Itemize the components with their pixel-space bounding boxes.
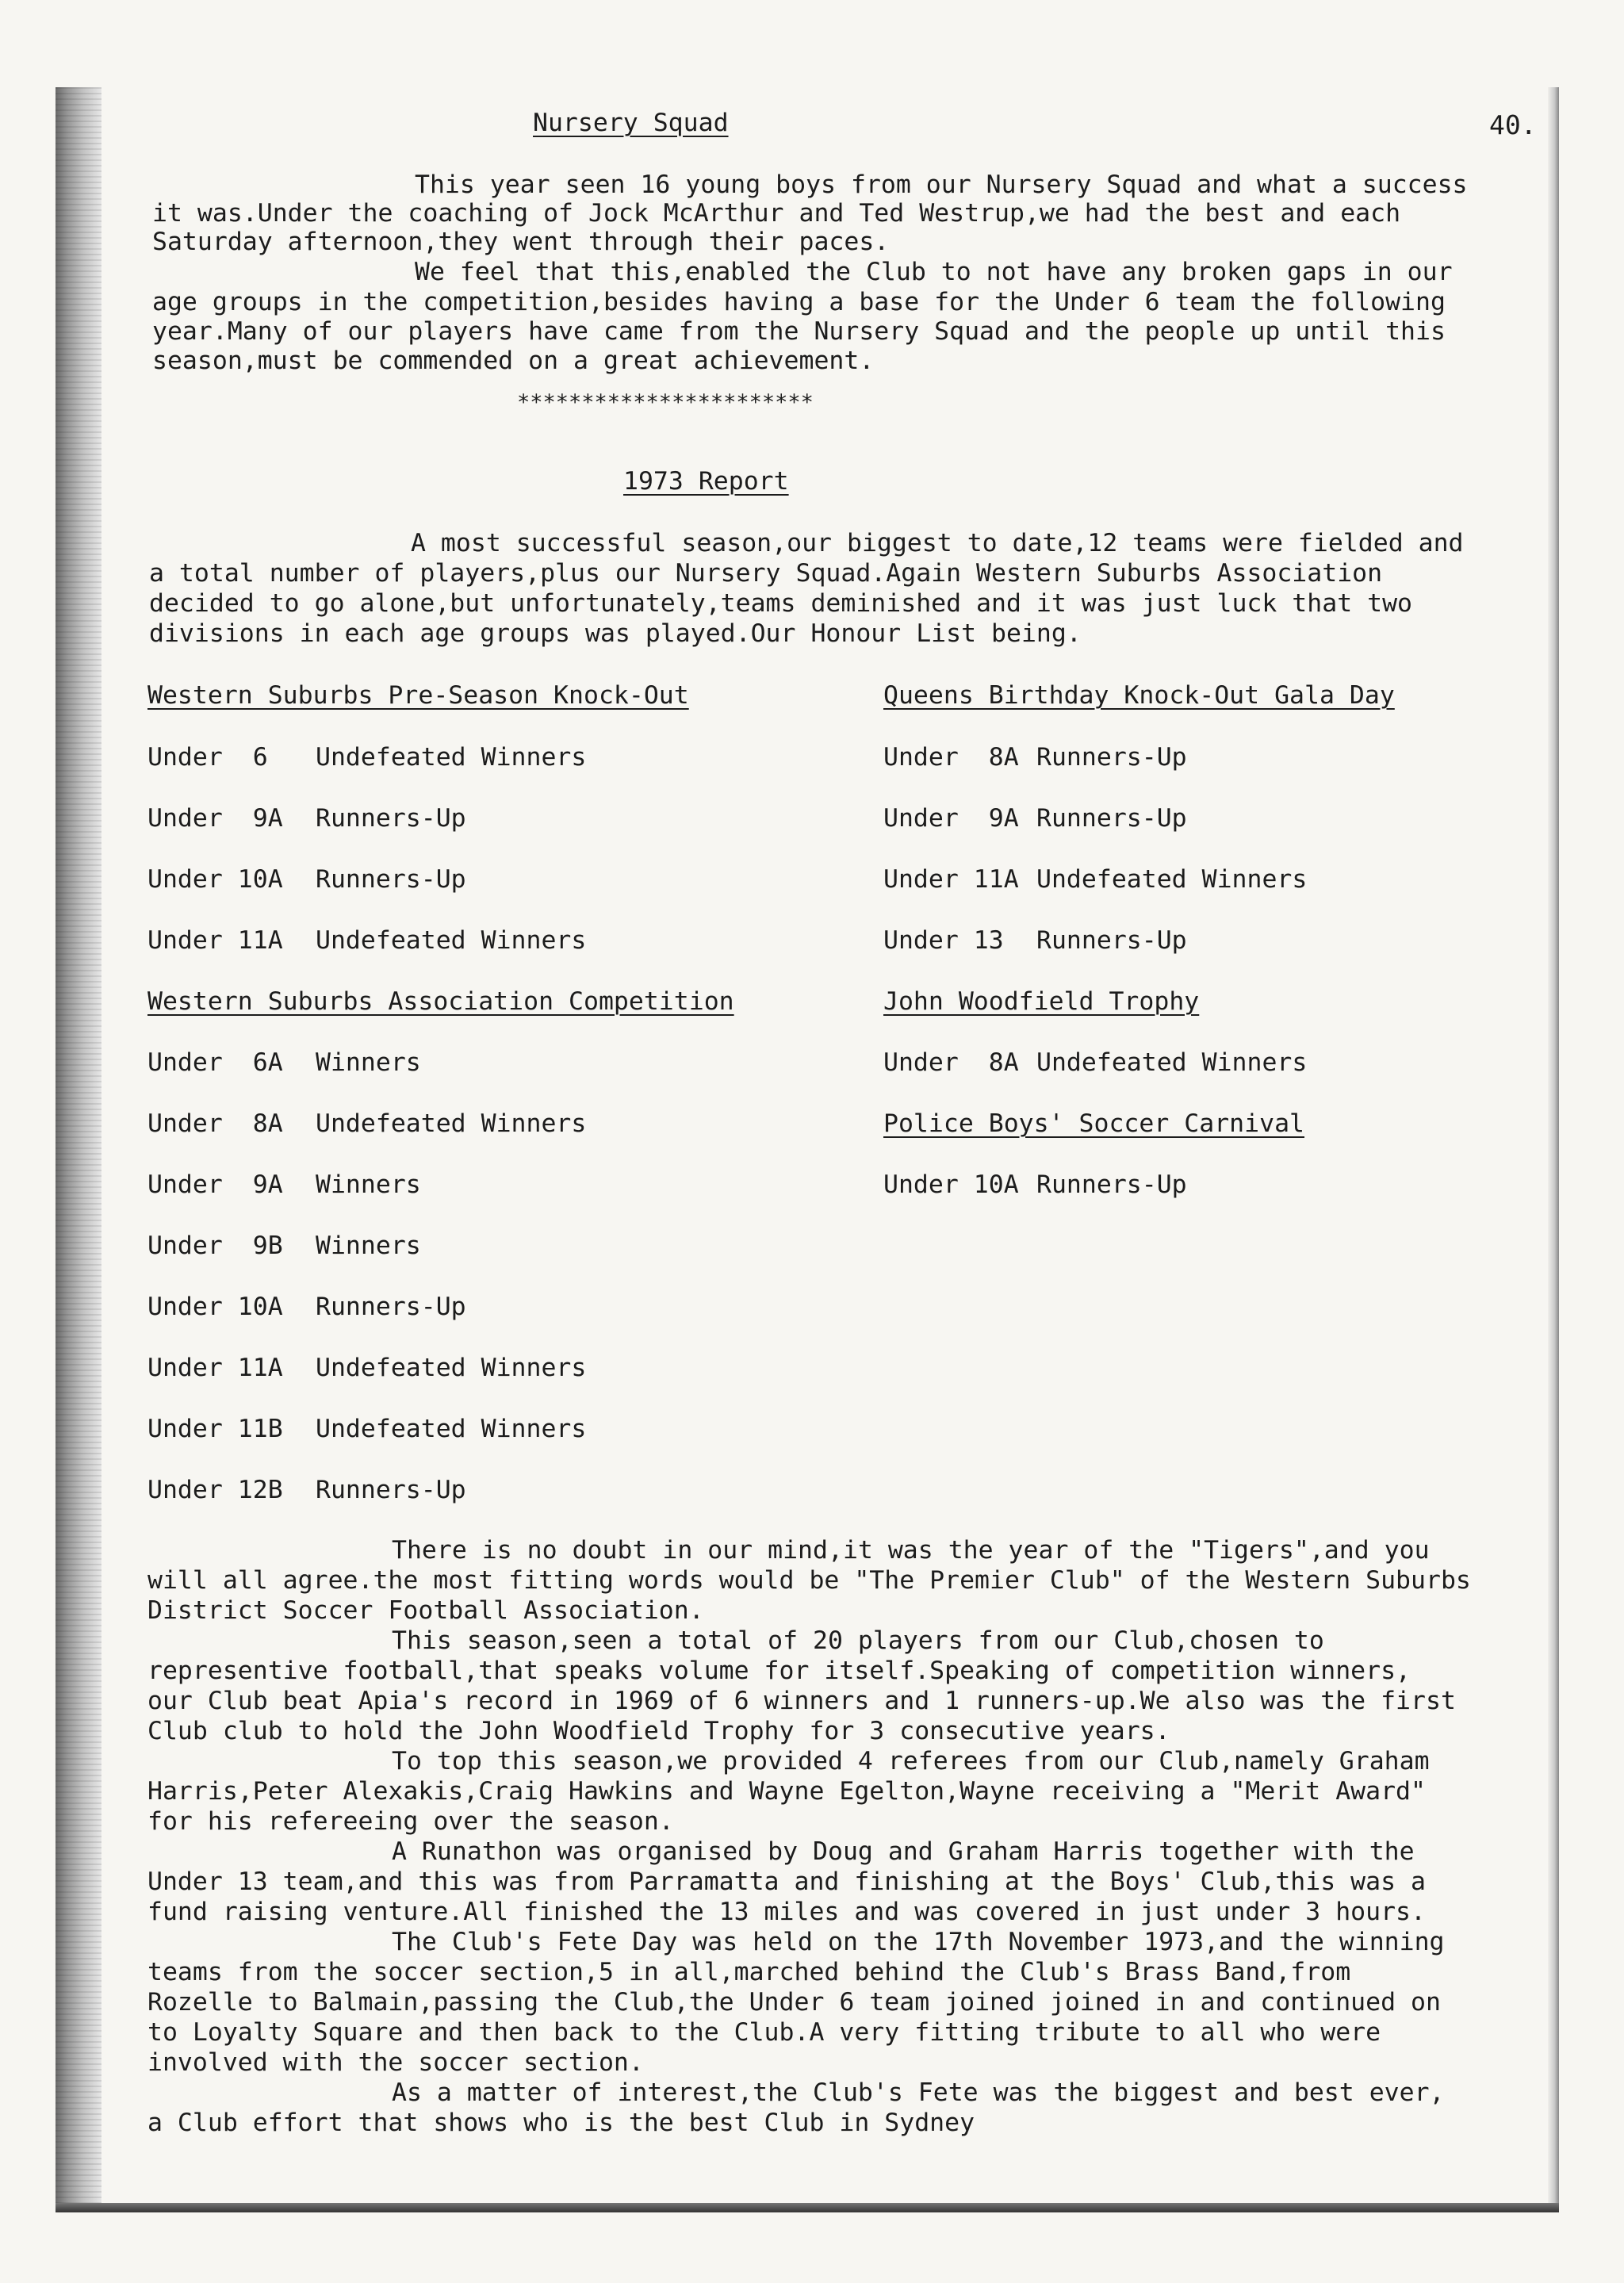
honour-team: Under 9A: [883, 804, 1019, 833]
page-edge-bottom: [56, 2203, 1559, 2212]
nursery-line: Saturday afternoon,they went through their paces.: [152, 228, 890, 256]
closing-line: This season,seen a total of 20 players from our Club,chosen to: [392, 1626, 1324, 1655]
closing-line: will all agree.the most fitting words would be "The Premier Club" of the Western Suburbs: [147, 1566, 1471, 1595]
honour-heading-police-boys: Police Boys' Soccer Carnival: [883, 1109, 1305, 1138]
report-line: A most successful season,our biggest to date,12 teams were fielded and: [411, 529, 1464, 557]
honour-result: Undefeated Winners: [1036, 1048, 1308, 1077]
honour-team: Under 6A: [147, 1048, 283, 1077]
closing-line: our Club beat Apia's record in 1969 of 6 winners and 1 runners-up.We also was the first: [147, 1687, 1456, 1715]
closing-line: fund raising venture.All finished the 13 miles and was covered in just under 3 hours.: [147, 1898, 1426, 1926]
closing-line: Under 13 team,and this was from Parramatta and finishing at the Boys' Club,this was a: [147, 1867, 1426, 1896]
honour-team: Under 10A: [147, 865, 283, 894]
closing-line: Club club to hold the John Woodfield Trophy for 3 consecutive years.: [147, 1717, 1170, 1745]
honour-team: Under 6: [147, 743, 268, 772]
honour-result: Undefeated Winners: [316, 1109, 587, 1138]
honour-heading-preseason: Western Suburbs Pre-Season Knock-Out: [147, 681, 689, 710]
closing-line: The Club's Fete Day was held on the 17th November 1973,and the winning: [392, 1928, 1445, 1956]
nursery-line: This year seen 16 young boys from our Nursery Squad and what a success: [415, 170, 1468, 199]
closing-line: representive football,that speaks volume for itself.Speaking of competition winners,: [147, 1657, 1411, 1685]
honour-heading-association: Western Suburbs Association Competition: [147, 987, 734, 1016]
honour-team: Under 10A: [883, 1170, 1019, 1199]
page-edge-right: [1548, 87, 1559, 2212]
section-divider: ***********************: [517, 390, 814, 415]
closing-line: There is no doubt in our mind,it was the year of the "Tigers",and you: [392, 1536, 1430, 1565]
closing-line: A Runathon was organised by Doug and Graham Harris together with the: [392, 1837, 1415, 1866]
closing-line: to Loyalty Square and then back to the Club.A very fitting tribute to all who were: [147, 2018, 1381, 2047]
honour-result: Undefeated Winners: [316, 926, 587, 955]
honour-team: Under 8A: [883, 743, 1019, 772]
honour-team: Under 11A: [147, 1354, 283, 1382]
nursery-heading: Nursery Squad: [533, 109, 729, 137]
closing-line: Rozelle to Balmain,passing the Club,the Under 6 team joined joined in and continued on: [147, 1988, 1441, 2017]
nursery-line: season,must be commended on a great achievement.: [152, 347, 875, 375]
nursery-line: it was.Under the coaching of Jock McArthur and Ted Westrup,we had the best and each: [152, 199, 1401, 228]
honour-result: Runners-Up: [316, 1293, 466, 1321]
honour-team: Under 9B: [147, 1232, 283, 1260]
closing-line: for his refereeing over the season.: [147, 1807, 674, 1836]
report-line: decided to go alone,but unfortunately,teams deminished and it was just luck that two: [149, 589, 1413, 618]
honour-result: Runners-Up: [316, 804, 466, 833]
honour-result: Runners-Up: [316, 865, 466, 894]
honour-result: Undefeated Winners: [316, 1354, 587, 1382]
nursery-line: We feel that this,enabled the Club to not have any broken gaps in our: [415, 258, 1453, 286]
honour-result: Runners-Up: [316, 1476, 466, 1504]
closing-line: teams from the soccer section,5 in all,marched behind the Club's Brass Band,from: [147, 1958, 1351, 1986]
honour-result: Undefeated Winners: [316, 1415, 587, 1443]
honour-result: Runners-Up: [1036, 1170, 1187, 1199]
honour-team: Under 11A: [147, 926, 283, 955]
closing-line: To top this season,we provided 4 referees from our Club,namely Graham: [392, 1747, 1430, 1775]
report-heading: 1973 Report: [623, 467, 789, 496]
closing-line: Harris,Peter Alexakis,Craig Hawkins and Wayne Egelton,Wayne receiving a "Merit Award": [147, 1777, 1426, 1806]
honour-result: Winners: [316, 1170, 421, 1199]
nursery-line: year.Many of our players have came from the Nursery Squad and the people up until this: [152, 317, 1446, 346]
honour-team: Under 9A: [147, 804, 283, 833]
honour-heading-queens-birthday: Queens Birthday Knock-Out Gala Day: [883, 681, 1395, 710]
honour-team: Under 11A: [883, 865, 1019, 894]
honour-result: Undefeated Winners: [316, 743, 587, 772]
page-number: 40.: [1489, 109, 1537, 140]
honour-team: Under 12B: [147, 1476, 283, 1504]
honour-team: Under 8A: [883, 1048, 1019, 1077]
closing-line: involved with the soccer section.: [147, 2048, 644, 2077]
honour-team: Under 11B: [147, 1415, 283, 1443]
nursery-line: age groups in the competition,besides having a base for the Under 6 team the following: [152, 288, 1446, 316]
closing-line: As a matter of interest,the Club's Fete was the biggest and best ever,: [392, 2078, 1445, 2107]
closing-line: a Club effort that shows who is the best Club in Sydney: [147, 2109, 975, 2137]
binding-shadow: [56, 87, 102, 2212]
honour-result: Runners-Up: [1036, 804, 1187, 833]
honour-result: Winners: [316, 1232, 421, 1260]
honour-result: Runners-Up: [1036, 743, 1187, 772]
honour-heading-woodfield-trophy: John Woodfield Trophy: [883, 987, 1200, 1016]
honour-team: Under 8A: [147, 1109, 283, 1138]
honour-result: Runners-Up: [1036, 926, 1187, 955]
honour-result: Undefeated Winners: [1036, 865, 1308, 894]
honour-team: Under 13: [883, 926, 1019, 955]
report-line: a total number of players,plus our Nursery Squad.Again Western Suburbs Association: [149, 559, 1383, 588]
honour-team: Under 10A: [147, 1293, 283, 1321]
closing-line: District Soccer Football Association.: [147, 1596, 704, 1625]
honour-result: Winners: [316, 1048, 421, 1077]
honour-team: Under 9A: [147, 1170, 283, 1199]
report-line: divisions in each age groups was played.Our Honour List being.: [149, 619, 1082, 648]
